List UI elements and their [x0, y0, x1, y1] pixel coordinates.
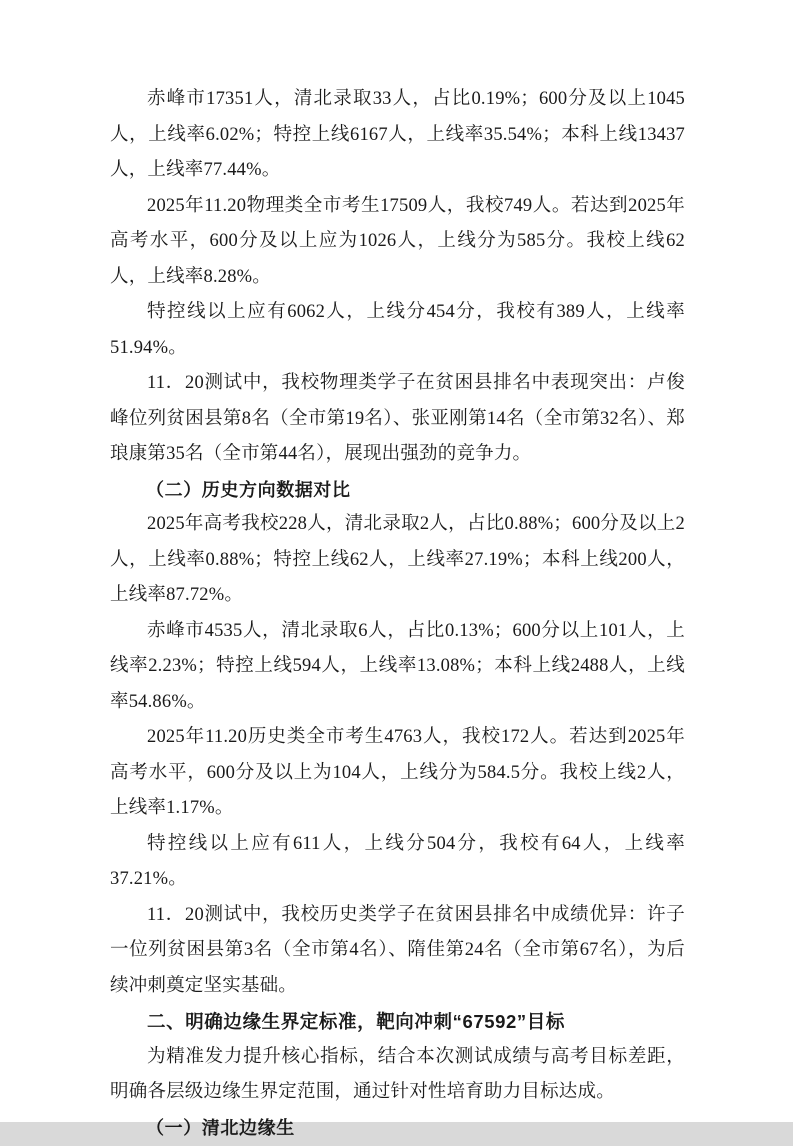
paragraph-2025-1120-history-citywide: 2025年11.20历史类全市考生4763人，我校172人。若达到2025年高考水平，600分及以上为104人，上线分为584.5分。我校上线2人，上线率1.17%。: [110, 727, 685, 819]
paragraph-2025-gaokao-school-history: 2025年高考我校228人，清北录取2人，占比0.88%；600分及以上2人，上线率0.88%；特控上线62人，上线率27.19%；本科上线200人，上线率87.72%。: [110, 514, 685, 606]
paragraph-marginal-student-intro: 为精准发力提升核心指标，结合本次测试成绩与高考目标差距，明确各层级边缘生界定范围，通过针对性培育助力目标达成。: [110, 1046, 685, 1103]
paragraph-history-poverty-county-ranking: 11．20测试中，我校历史类学子在贫困县排名中成绩优异：许子一位列贫困县第3名（全市第4名）、隋佳第24名（全市第67名），为后续冲刺奠定坚实基础。: [110, 904, 685, 996]
heading-history-data-comparison: （二）历史方向数据对比: [146, 479, 351, 500]
document-body: [110, 82, 685, 1146]
paragraph-2025-1120-physics-citywide: 2025年11.20物理类全市考生17509人，我校749人。若达到2025年高考水平，600分及以上应为1026人，上线分为585分。我校上线62人，上线率8.28%。: [110, 195, 685, 287]
paragraph-chifeng-history-stats: 赤峰市4535人，清北录取6人，占比0.13%；600分以上101人，上线率2.23%；特控上线594人，上线率13.08%；本科上线2488人，上线率54.86%。: [110, 620, 685, 712]
paragraph-history-special-control-line: 特控线以上应有611人，上线分504分，我校有64人，上线率37.21%。: [110, 833, 685, 890]
paragraph-physics-poverty-county-ranking: 11．20测试中，我校物理类学子在贫困县排名中表现突出：卢俊峰位列贫困县第8名（全市第19名）、张亚刚第14名（全市第32名）、郑琅康第35名（全市第44名），展现出强劲的竞争力。: [110, 373, 685, 465]
paragraph-chifeng-physics-stats: 赤峰市17351人，清北录取33人，占比0.19%；600分及以上1045人，上线率6.02%；特控上线6167人，上线率35.54%；本科上线13437人，上线率77.44%。: [110, 89, 685, 181]
paragraph-physics-special-control-line: 特控线以上应有6062人，上线分454分，我校有389人，上线率51.94%。: [110, 302, 685, 358]
heading-marginal-student-criteria: 二、明确边缘生界定标准，靶向冲刺“67592”目标: [147, 1011, 565, 1033]
heading-qingbei-marginal-students: （一）清北边缘生: [146, 1117, 295, 1138]
